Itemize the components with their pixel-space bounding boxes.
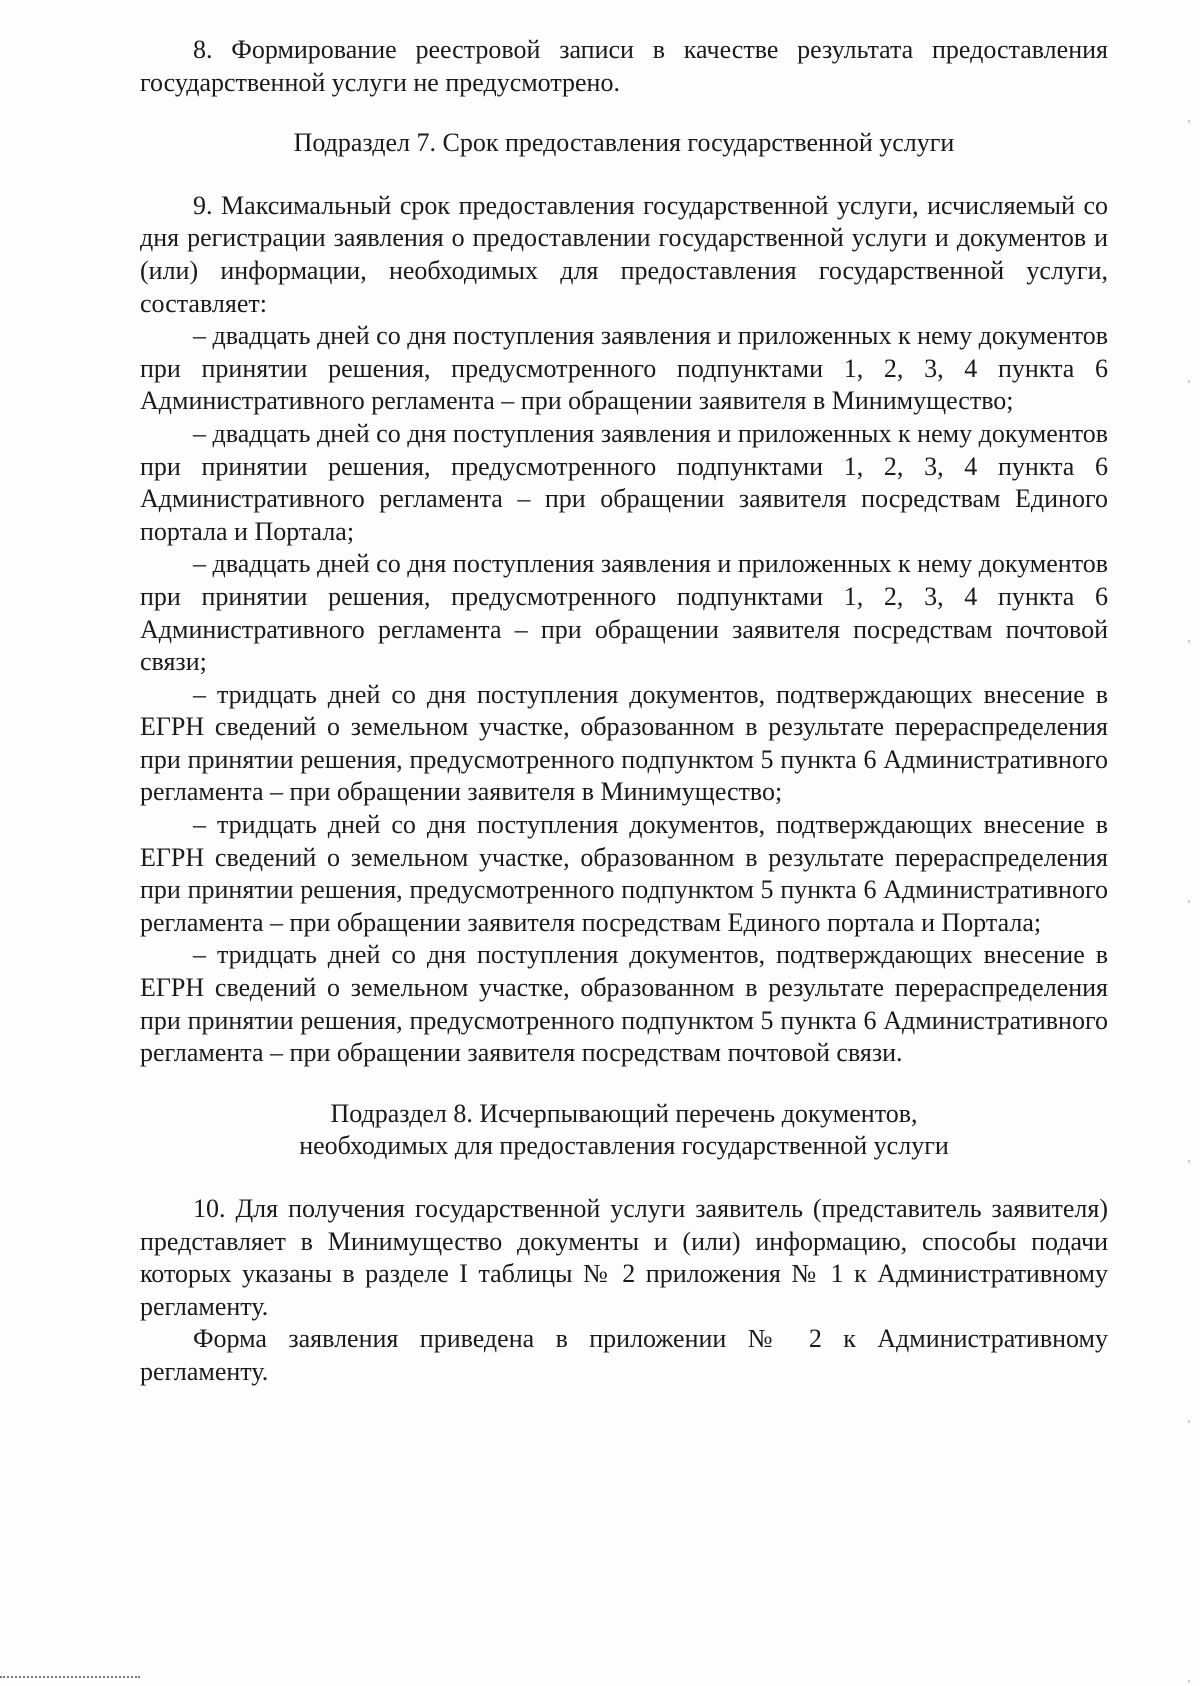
subsection-7-heading: Подраздел 7. Срок предоставления государственной услуги (293, 128, 955, 158)
term-item-3: – двадцать дней со дня поступления заявления и приложенных к нему документов при принятии решения, предусмотренного подпунктами 1, 2, 3, 4 пункта 6 Административного регламента – при обращении заявителя посредствам почтовой связи; (140, 549, 1108, 677)
term-item-4: – тридцать дней со дня поступления документов, подтверждающих внесение в ЕГРН сведений о земельном участке, образованном в результате перераспределения при принятии решения, предусмотренного подпунктом 5 пункта 6 Административного регламента – при обращении заявителя в Минимущество; (140, 679, 1108, 807)
term-item-2: – двадцать дней со дня поступления заявления и приложенных к нему документов при принятии решения, предусмотренного подпунктами 1, 2, 3, 4 пункта 6 Административного регламента – при обращении заявителя посредствам Единого портала и Портала; (140, 418, 1108, 546)
paragraph-10: 10. Для получения государственной услуги заявитель (представитель заявителя) представляет в Минимущество документы и (или) информацию, способы подачи которых указаны в разделе I таблицы № 2 приложения № 1 к Административному регламенту. (140, 1194, 1108, 1321)
term-item-6: – тридцать дней со дня поступления документов, подтверждающих внесение в ЕГРН сведений о земельном участке, образованном в результате перераспределения при принятии решения, предусмотренного подпунктом 5 пункта 6 Административного регламента – при обращении заявителя посредствам почтовой связи. (140, 940, 1108, 1068)
footer-rule (0, 1676, 140, 1678)
subsection-8-heading-line-1: Подраздел 8. Исчерпывающий перечень документов, (330, 1098, 918, 1128)
term-item-5: – тридцать дней со дня поступления документов, подтверждающих внесение в ЕГРН сведений о земельном участке, образованном в результате перераспределения при принятии решения, предусмотренного подпунктом 5 пункта 6 Административного регламента – при обращении заявителя посредствам Единого портала и Портала; (140, 810, 1108, 937)
paragraph-8: 8. Формирование реестровой записи в качестве результата предоставления государственной услуги не предусмотрено. (140, 35, 1108, 97)
paragraph-application-form: Форма заявления приведена в приложении № 2 к Административному регламенту. (140, 1324, 1108, 1386)
subsection-8-heading-line-2: необходимых для предоставления государственной услуги (299, 1131, 949, 1161)
subsection-8-heading (140, 1098, 1108, 1163)
paragraph-9: 9. Максимальный срок предоставления государственной услуги, исчисляемый со дня регистрации заявления о предоставлении государственной услуги и документов и (или) информации, необходимых для предоставления государственной услуги, составляет: (140, 190, 1108, 318)
document-body (140, 34, 1108, 1389)
term-item-1: – двадцать дней со дня поступления заявления и приложенных к нему документов при принятии решения, предусмотренного подпунктами 1, 2, 3, 4 пункта 6 Административного регламента – при обращении заявителя в Минимущество; (140, 321, 1108, 416)
scan-edge-artifacts (1188, 0, 1190, 1686)
